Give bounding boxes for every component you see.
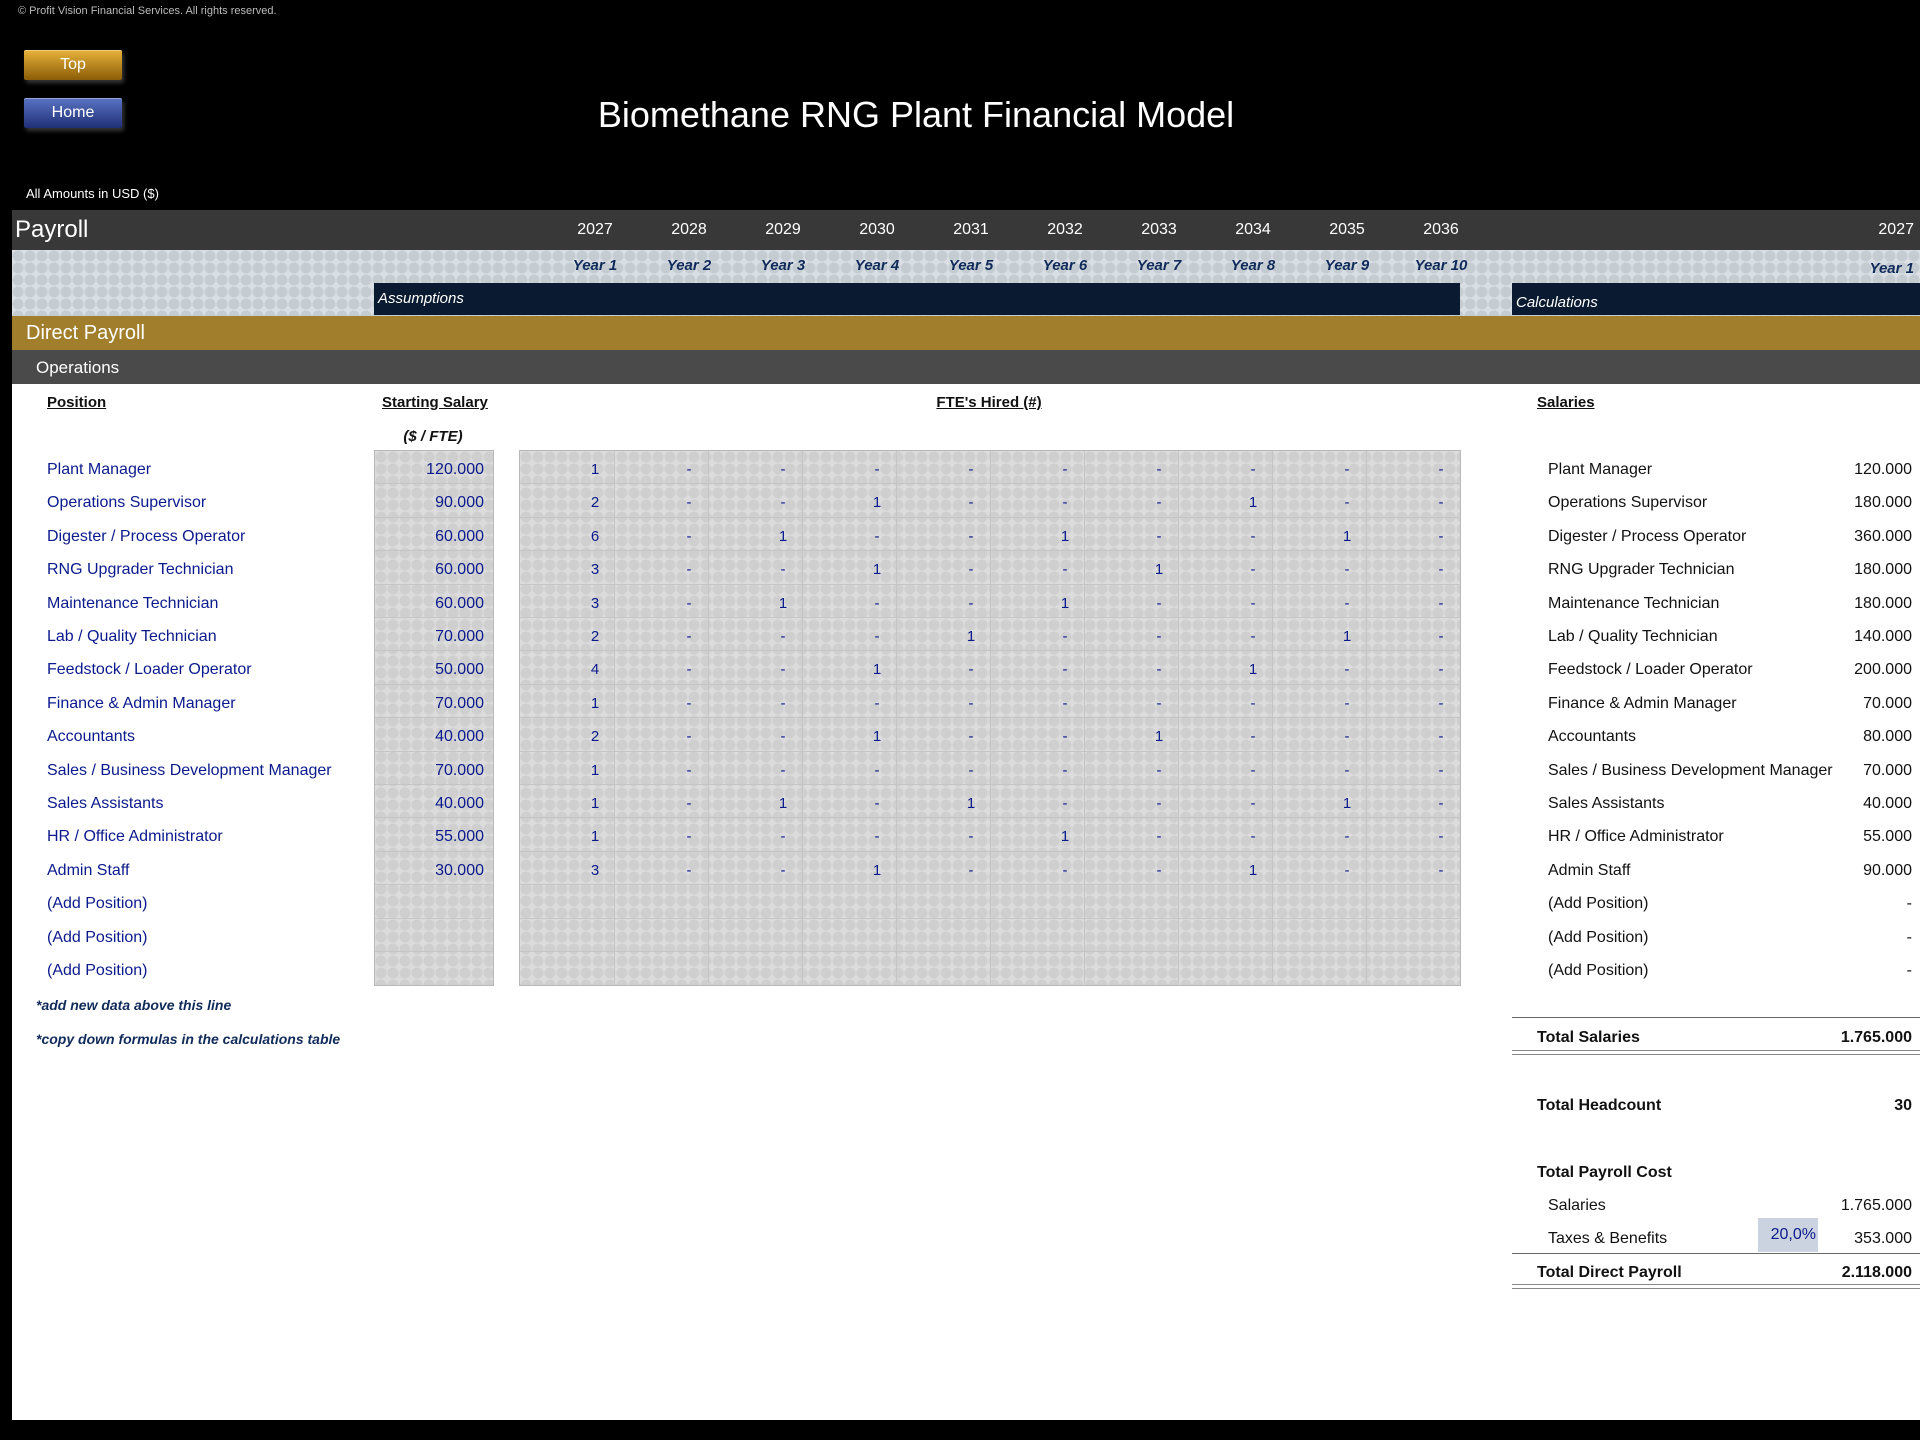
calc-salary-value: 360.000 [1854, 528, 1912, 545]
calc-salary-value: 180.000 [1854, 561, 1912, 578]
currency-note: All Amounts in USD ($) [26, 186, 159, 201]
fte-input-cell[interactable]: 1 [966, 628, 976, 645]
fte-input-cell[interactable]: - [1344, 728, 1350, 745]
fte-grid-hline [520, 851, 1459, 852]
calc-position-label: Finance & Admin Manager [1548, 695, 1737, 712]
fte-input-cell[interactable]: 1 [1342, 795, 1352, 812]
total-direct-payroll-label: Total Direct Payroll [1537, 1264, 1682, 1281]
fte-input-cell[interactable]: - [1062, 494, 1068, 511]
fte-input-cell[interactable]: 1 [1154, 728, 1164, 745]
fte-input-cell[interactable]: 1 [1248, 862, 1258, 879]
year-label-6: Year 6 [1042, 257, 1088, 274]
fte-input-cell[interactable]: - [1062, 795, 1068, 812]
fte-input-cell[interactable]: - [780, 561, 786, 578]
fte-input-cell[interactable]: - [1344, 595, 1350, 612]
fte-input-cell[interactable]: - [1062, 695, 1068, 712]
calc-position-label: Accountants [1548, 728, 1637, 745]
fte-input-cell[interactable]: - [1156, 695, 1162, 712]
year-label-3: Year 3 [760, 257, 806, 274]
fte-input-cell[interactable]: 1 [1154, 561, 1164, 578]
fte-input-cell[interactable]: - [1438, 728, 1444, 745]
position-label: RNG Upgrader Technician [47, 561, 234, 578]
fte-input-cell[interactable]: - [1250, 528, 1256, 545]
year-label-4: Year 4 [854, 257, 900, 274]
fte-input-cell[interactable]: 1 [872, 561, 882, 578]
fte-input-cell[interactable]: 1 [590, 695, 600, 712]
fte-input-cell[interactable]: - [1250, 795, 1256, 812]
assumptions-bar [374, 283, 1460, 315]
starting-salary-input[interactable]: 60.000 [435, 561, 484, 578]
direct-payroll-bar [12, 316, 1920, 350]
fte-input-cell[interactable]: - [780, 461, 786, 478]
fte-input-cell[interactable]: - [1156, 862, 1162, 879]
fte-input-cell[interactable]: - [968, 561, 974, 578]
taxes-pct-input[interactable]: 20,0% [1770, 1226, 1816, 1243]
fte-input-cell[interactable]: - [874, 595, 880, 612]
calc-salary-value: - [1906, 895, 1912, 912]
fte-input-cell[interactable]: - [1344, 494, 1350, 511]
fte-input-cell[interactable]: - [874, 528, 880, 545]
total-headcount-label: Total Headcount [1537, 1097, 1662, 1114]
fte-input-cell[interactable]: 2 [590, 628, 600, 645]
fte-grid-hline [520, 717, 1459, 718]
fte-input-cell[interactable]: 3 [590, 862, 600, 879]
starting-salary-input[interactable]: 70.000 [435, 695, 484, 712]
sheet-title: Payroll [15, 216, 89, 243]
fte-input-cell[interactable]: - [1250, 762, 1256, 779]
position-label: Sales / Business Development Manager [47, 762, 332, 779]
fte-input-cell[interactable]: - [780, 661, 786, 678]
salary-grid-hline [375, 751, 492, 752]
calc-year-label: Year 1 [1869, 260, 1914, 277]
fte-input-cell[interactable]: - [780, 494, 786, 511]
starting-salary-input[interactable]: 60.000 [435, 528, 484, 545]
calc-position-label: Feedstock / Loader Operator [1548, 661, 1753, 678]
fte-input-cell[interactable]: - [1156, 494, 1162, 511]
starting-salary-input[interactable]: 70.000 [435, 762, 484, 779]
calc-position-label: Digester / Process Operator [1548, 528, 1747, 545]
direct-payroll-title: Direct Payroll [26, 322, 145, 344]
fte-input-cell[interactable]: - [1156, 461, 1162, 478]
fte-input-cell[interactable]: - [686, 561, 692, 578]
position-label: Finance & Admin Manager [47, 695, 236, 712]
position-label: Sales Assistants [47, 795, 164, 812]
fte-input-cell[interactable]: 1 [1060, 828, 1070, 845]
fte-grid-hline [520, 483, 1459, 484]
fte-grid-hline [520, 650, 1459, 651]
fte-input-cell[interactable]: - [1156, 762, 1162, 779]
fte-input-cell[interactable]: - [1438, 561, 1444, 578]
position-label: Operations Supervisor [47, 494, 207, 511]
top-button[interactable]: Top [24, 50, 122, 80]
fte-input-cell[interactable]: 1 [1060, 528, 1070, 545]
fte-input-cell[interactable]: - [780, 828, 786, 845]
calc-salary-value: 200.000 [1854, 661, 1912, 678]
fte-grid-hline [520, 684, 1459, 685]
fte-grid-hline [520, 584, 1459, 585]
fte-input-cell[interactable]: - [1344, 695, 1350, 712]
fte-input-cell[interactable]: - [968, 828, 974, 845]
fte-input-cell[interactable]: - [1250, 828, 1256, 845]
starting-salary-input[interactable]: 50.000 [435, 661, 484, 678]
fte-input-cell[interactable]: - [780, 862, 786, 879]
fte-input-cell[interactable]: - [1344, 862, 1350, 879]
year-header-2033: 2033 [1141, 221, 1177, 238]
year-header-2029: 2029 [765, 221, 801, 238]
calc-position-label: Sales / Business Development Manager [1548, 762, 1833, 779]
fte-input-cell[interactable]: - [1156, 595, 1162, 612]
position-label: Lab / Quality Technician [47, 628, 217, 645]
fte-input-cell[interactable]: - [1156, 661, 1162, 678]
salaries-value: 1.765.000 [1840, 1197, 1912, 1214]
fte-input-cell[interactable]: - [686, 494, 692, 511]
salary-grid-hline [375, 817, 492, 818]
salary-grid-hline [375, 483, 492, 484]
position-label: (Add Position) [47, 929, 148, 946]
fte-input-cell[interactable]: - [686, 661, 692, 678]
calc-salary-value: 140.000 [1854, 628, 1912, 645]
fte-grid-hline [520, 784, 1459, 785]
year-label-10: Year 10 [1414, 257, 1468, 274]
calc-salary-value: - [1906, 962, 1912, 979]
fte-input-cell[interactable]: - [1344, 828, 1350, 845]
calc-salary-value: 70.000 [1863, 762, 1912, 779]
operations-title: Operations [36, 358, 120, 377]
fte-input-cell[interactable]: 2 [590, 494, 600, 511]
starting-salary-input[interactable]: 30.000 [435, 862, 484, 879]
salaries-label: Salaries [1548, 1197, 1606, 1214]
year-label-7: Year 7 [1136, 257, 1182, 274]
copyright-text: © Profit Vision Financial Services. All rights reserved. [18, 5, 277, 17]
fte-input-cell[interactable]: - [1344, 561, 1350, 578]
fte-input-cell[interactable]: 2 [590, 728, 600, 745]
calc-salary-value: - [1906, 929, 1912, 946]
fte-input-cell[interactable]: - [1438, 862, 1444, 879]
calc-salary-value: 120.000 [1854, 461, 1912, 478]
fte-input-cell[interactable]: - [968, 695, 974, 712]
fte-input-cell[interactable]: - [874, 695, 880, 712]
total-direct-payroll-value: 2.118.000 [1841, 1264, 1912, 1281]
note-add-data: *add new data above this line [36, 997, 232, 1013]
fte-input-cell[interactable]: 3 [590, 561, 600, 578]
fte-input-cell[interactable]: 1 [590, 795, 600, 812]
fte-grid-hline [520, 817, 1459, 818]
fte-input-cell[interactable]: 4 [590, 661, 600, 678]
fte-input-cell[interactable]: - [1438, 762, 1444, 779]
total-salaries-label: Total Salaries [1537, 1029, 1640, 1046]
fte-input-cell[interactable]: - [1438, 695, 1444, 712]
calculations-label: Calculations [1516, 294, 1598, 311]
fte-input-cell[interactable]: - [1062, 728, 1068, 745]
fte-grid-hline [520, 951, 1459, 952]
fte-input-cell[interactable]: 1 [778, 528, 788, 545]
fte-input-cell[interactable]: - [1250, 728, 1256, 745]
fte-input-cell[interactable]: 1 [1342, 628, 1352, 645]
assumptions-label: Assumptions [378, 290, 464, 307]
salary-grid-hline [375, 951, 492, 952]
year-label-1: Year 1 [572, 257, 618, 274]
fte-input-cell[interactable]: - [686, 795, 692, 812]
fte-grid-hline [520, 617, 1459, 618]
fte-input-cell[interactable]: - [1250, 628, 1256, 645]
calc-position-label: Maintenance Technician [1548, 595, 1720, 612]
starting-salary-input[interactable]: 90.000 [435, 494, 484, 511]
fte-input-cell[interactable]: 1 [1342, 528, 1352, 545]
fte-input-cell[interactable]: 1 [1248, 661, 1258, 678]
fte-input-cell[interactable]: - [874, 461, 880, 478]
fte-input-cell[interactable]: - [686, 695, 692, 712]
salary-unit-label: ($ / FTE) [403, 428, 463, 445]
taxes-value: 353.000 [1854, 1230, 1912, 1247]
fte-input-cell[interactable]: - [1156, 795, 1162, 812]
position-label: HR / Office Administrator [47, 828, 223, 845]
fte-input-cell[interactable]: 1 [1248, 494, 1258, 511]
salary-grid-hline [375, 884, 492, 885]
fte-input-cell[interactable]: - [1438, 595, 1444, 612]
fte-input-cell[interactable]: - [968, 461, 974, 478]
fte-input-cell[interactable]: 1 [778, 595, 788, 612]
year-header-2032: 2032 [1047, 221, 1083, 238]
fte-input-cell[interactable]: - [1344, 461, 1350, 478]
salary-grid-hline [375, 851, 492, 852]
salary-grid-hline [375, 918, 492, 919]
fte-input-cell[interactable]: - [968, 862, 974, 879]
fte-input-cell[interactable]: - [686, 728, 692, 745]
starting-salary-input[interactable]: 55.000 [435, 828, 484, 845]
fte-input-cell[interactable]: - [686, 461, 692, 478]
starting-salary-input[interactable]: 40.000 [435, 795, 484, 812]
salary-grid-hline [375, 550, 492, 551]
fte-hired-header: FTE's Hired (#) [936, 394, 1042, 411]
total-salaries-double-rule [1512, 1050, 1920, 1055]
year-header-2035: 2035 [1329, 221, 1365, 238]
position-label: (Add Position) [47, 895, 148, 912]
calc-salary-value: 55.000 [1863, 828, 1912, 845]
year-header-2027: 2027 [577, 221, 613, 238]
fte-grid-hline [520, 751, 1459, 752]
fte-input-cell[interactable]: - [968, 762, 974, 779]
fte-input-cell[interactable]: - [1344, 661, 1350, 678]
fte-input-cell[interactable]: - [686, 595, 692, 612]
year-header-2031: 2031 [953, 221, 989, 238]
salary-grid-hline [375, 717, 492, 718]
fte-input-cell[interactable]: - [780, 728, 786, 745]
fte-input-cell[interactable]: - [968, 728, 974, 745]
year-label-5: Year 5 [948, 257, 994, 274]
fte-input-cell[interactable]: - [686, 528, 692, 545]
year-label-8: Year 8 [1230, 257, 1276, 274]
total-salaries-rule [1512, 1017, 1920, 1018]
calc-salary-value: 180.000 [1854, 595, 1912, 612]
calc-position-label: HR / Office Administrator [1548, 828, 1724, 845]
fte-input-cell[interactable]: 1 [778, 795, 788, 812]
starting-salary-header: Starting Salary [382, 394, 488, 411]
calc-position-label: Operations Supervisor [1548, 494, 1708, 511]
salary-grid-hline [375, 784, 492, 785]
taxes-label: Taxes & Benefits [1548, 1230, 1668, 1247]
fte-input-cell[interactable]: 1 [1060, 595, 1070, 612]
total-direct-rule [1512, 1253, 1920, 1254]
salary-grid-hline [375, 517, 492, 518]
fte-input-cell[interactable]: - [1250, 695, 1256, 712]
operations-bar [12, 350, 1920, 384]
fte-input-cell[interactable]: - [1250, 561, 1256, 578]
fte-input-cell[interactable]: - [686, 762, 692, 779]
position-label: Digester / Process Operator [47, 528, 246, 545]
starting-salary-input[interactable]: 120.000 [426, 461, 484, 478]
fte-grid-hline [520, 517, 1459, 518]
fte-grid-hline [520, 884, 1459, 885]
starting-salary-input[interactable]: 60.000 [435, 595, 484, 612]
year-header-2028: 2028 [671, 221, 707, 238]
fte-input-cell[interactable]: - [686, 828, 692, 845]
fte-input-cell[interactable]: - [1438, 528, 1444, 545]
salary-grid-hline [375, 617, 492, 618]
year-header-2030: 2030 [859, 221, 895, 238]
fte-input-cell[interactable]: - [1156, 628, 1162, 645]
calc-position-label: Sales Assistants [1548, 795, 1665, 812]
fte-input-cell[interactable]: 1 [872, 494, 882, 511]
fte-input-cell[interactable]: - [1062, 628, 1068, 645]
fte-input-cell[interactable]: - [1062, 862, 1068, 879]
fte-input-cell[interactable]: 1 [872, 862, 882, 879]
fte-input-cell[interactable]: - [1062, 762, 1068, 779]
fte-input-cell[interactable]: - [1156, 828, 1162, 845]
calc-position-label: (Add Position) [1548, 929, 1649, 946]
fte-input-cell[interactable]: - [1438, 628, 1444, 645]
calc-position-label: (Add Position) [1548, 895, 1649, 912]
position-label: Feedstock / Loader Operator [47, 661, 252, 678]
calc-salary-value: 40.000 [1863, 795, 1912, 812]
year-label-9: Year 9 [1324, 257, 1370, 274]
position-column-header: Position [47, 394, 107, 411]
fte-input-cell[interactable]: - [968, 661, 974, 678]
fte-input-cell[interactable]: - [780, 695, 786, 712]
total-salaries-value: 1.765.000 [1840, 1029, 1912, 1046]
fte-input-cell[interactable]: 6 [590, 528, 600, 545]
position-label: (Add Position) [47, 962, 148, 979]
fte-input-cell[interactable]: - [874, 628, 880, 645]
fte-input-cell[interactable]: - [968, 528, 974, 545]
salary-grid-hline [375, 650, 492, 651]
calc-position-label: Lab / Quality Technician [1548, 628, 1718, 645]
fte-input-cell[interactable]: 1 [590, 762, 600, 779]
fte-input-cell[interactable]: - [780, 628, 786, 645]
total-direct-double-rule [1512, 1284, 1920, 1289]
fte-input-cell[interactable]: - [1250, 461, 1256, 478]
salary-grid-hline [375, 584, 492, 585]
fte-input-cell[interactable]: - [874, 795, 880, 812]
bottom-strip [0, 1420, 1920, 1440]
fte-input-cell[interactable]: - [686, 628, 692, 645]
fte-input-cell[interactable]: 1 [590, 828, 600, 845]
fte-grid-hline [520, 918, 1459, 919]
calc-position-label: Plant Manager [1548, 461, 1653, 478]
year-label-2: Year 2 [666, 257, 712, 274]
total-headcount-value: 30 [1894, 1097, 1912, 1114]
position-label: Maintenance Technician [47, 595, 219, 612]
fte-input-cell[interactable]: - [686, 862, 692, 879]
fte-input-cell[interactable]: - [1156, 528, 1162, 545]
starting-salary-input[interactable]: 40.000 [435, 728, 484, 745]
fte-input-cell[interactable]: - [874, 828, 880, 845]
fte-input-cell[interactable]: - [1438, 461, 1444, 478]
fte-input-cell[interactable]: - [968, 494, 974, 511]
position-label: Plant Manager [47, 461, 152, 478]
fte-input-cell[interactable]: 1 [872, 728, 882, 745]
fte-input-cell[interactable]: - [1438, 494, 1444, 511]
home-button[interactable]: Home [24, 98, 122, 128]
fte-input-cell[interactable]: - [780, 762, 786, 779]
fte-input-cell[interactable]: 3 [590, 595, 600, 612]
year-header-2036: 2036 [1423, 221, 1459, 238]
calc-year-header: 2027 [1878, 221, 1914, 238]
fte-input-cell[interactable]: - [1438, 661, 1444, 678]
fte-input-cell[interactable]: - [968, 595, 974, 612]
salary-grid-hline [375, 684, 492, 685]
fte-input-cell[interactable]: - [1062, 661, 1068, 678]
salaries-header: Salaries [1537, 394, 1595, 411]
note-copy-formulas: *copy down formulas in the calculations table [36, 1031, 341, 1047]
calc-salary-value: 70.000 [1863, 695, 1912, 712]
year-header-2034: 2034 [1235, 221, 1271, 238]
fte-input-cell[interactable]: - [1438, 795, 1444, 812]
fte-input-cell[interactable]: - [874, 762, 880, 779]
fte-input-cell[interactable]: - [1250, 595, 1256, 612]
model-title: Biomethane RNG Plant Financial Model [597, 94, 1235, 135]
fte-input-cell[interactable]: 1 [966, 795, 976, 812]
fte-grid-hline [520, 550, 1459, 551]
fte-input-cell[interactable]: - [1438, 828, 1444, 845]
calc-salary-value: 180.000 [1854, 494, 1912, 511]
calc-position-label: Admin Staff [1548, 862, 1631, 879]
fte-input-cell[interactable]: 1 [590, 461, 600, 478]
fte-input-cell[interactable]: - [1062, 461, 1068, 478]
starting-salary-input[interactable]: 70.000 [435, 628, 484, 645]
calc-salary-value: 80.000 [1863, 728, 1912, 745]
position-label: Accountants [47, 728, 136, 745]
calc-salary-value: 90.000 [1863, 862, 1912, 879]
calc-position-label: (Add Position) [1548, 962, 1649, 979]
fte-input-cell[interactable]: - [1062, 561, 1068, 578]
calc-position-label: RNG Upgrader Technician [1548, 561, 1735, 578]
total-payroll-cost-label: Total Payroll Cost [1537, 1164, 1672, 1181]
position-label: Admin Staff [47, 862, 130, 879]
fte-input-cell[interactable]: - [1344, 762, 1350, 779]
fte-input-cell[interactable]: 1 [872, 661, 882, 678]
